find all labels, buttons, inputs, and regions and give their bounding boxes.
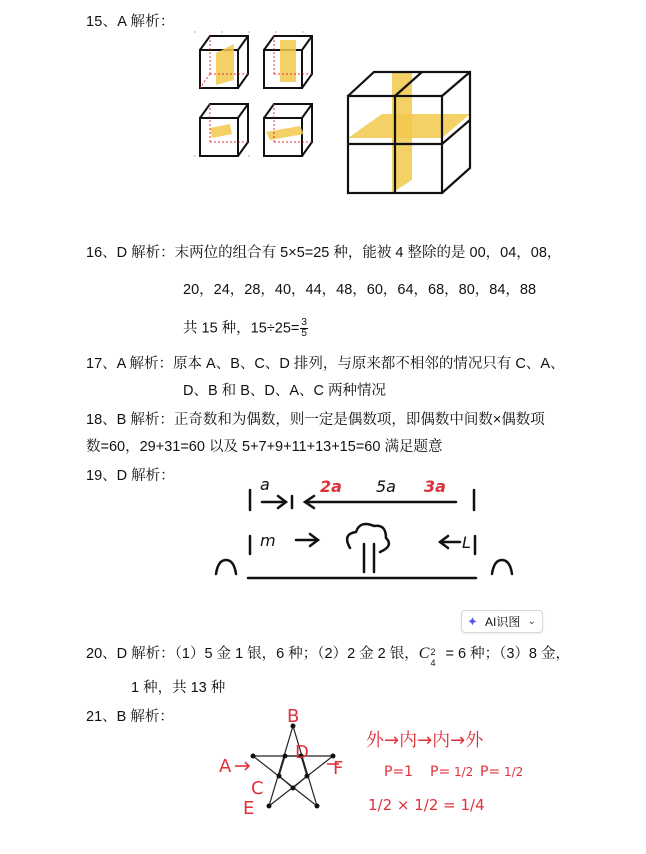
q20-line1-a: 20、D 解析：（1）5 金 1 银，6 种；（2）2 金 2 银， — [86, 646, 419, 662]
q21-note-p3: P= — [480, 764, 501, 780]
q15-small-cubes-figure — [190, 30, 330, 160]
q19-label-m: m — [260, 531, 276, 550]
q21-label-a: A — [219, 756, 232, 777]
q20-combination-indices — [429, 645, 441, 669]
q21-note-calc: 1/2 × 1/2 = 1/4 — [368, 796, 485, 814]
q20-c-sup: 2 — [430, 647, 436, 658]
q16-line2: 20，24，28，40，44，48，60，64，68，80，84，88 — [183, 282, 537, 298]
q19-label-a: a — [260, 475, 270, 494]
q20-c-sub: 4 — [430, 658, 436, 669]
q19-label-3a: 3a — [424, 477, 446, 496]
q17-line2: D、B 和 B、D、A、C 两种情况 — [183, 383, 387, 399]
q21-note-p2: P= — [430, 764, 451, 780]
q21-heading: 21、B 解析： — [86, 709, 174, 725]
q17-line1: 17、A 解析：原本 A、B、C、D 排列，与原来都不相邻的情况只有 C、A、 — [86, 356, 565, 372]
q21-star-diagram — [215, 706, 355, 820]
q19-heading: 19、D 解析： — [86, 468, 175, 484]
q21-note-p3-frac: 1/2 — [504, 765, 524, 779]
q21-label-b: B — [287, 706, 300, 727]
q19-label-5a: 5a — [376, 477, 396, 496]
q20-line1 — [86, 645, 570, 669]
q21-handwritten-notes — [362, 718, 542, 828]
q21-note-p2-frac: 1/2 — [454, 765, 474, 779]
q16-frac-den: 5 — [301, 328, 307, 339]
q21-note-p1: P=1 — [384, 764, 414, 780]
q19-label-2a: 2a — [320, 477, 342, 496]
q21-label-e: E — [243, 798, 255, 819]
q21-label-c: C — [251, 778, 264, 799]
q20-line1-b: = 6 种；（3）8 金， — [441, 646, 570, 662]
chevron-down-icon: ⌄ — [527, 616, 536, 627]
q15-big-cube-figure — [342, 68, 482, 203]
q18-line1: 18、B 解析：正奇数和为偶数，则一定是偶数项，即偶数中间数×偶数项 — [86, 412, 545, 428]
q19-label-l: L — [462, 533, 471, 552]
q15-heading: 15、A 解析： — [86, 14, 175, 30]
q20-combination-symbol: C — [418, 645, 430, 662]
q16-line1: 16、D 解析：末两位的组合有 5×5=25 种，能被 4 整除的是 00，04，08， — [86, 245, 562, 261]
q21-note-path: 外→内→内→外 — [366, 730, 484, 751]
q16-fraction — [300, 318, 308, 339]
ai-recognize-button[interactable] — [461, 610, 543, 633]
ai-sparkle-icon: ✦ — [467, 613, 478, 629]
q20-line2: 1 种，共 13 种 — [131, 680, 226, 696]
q19-handwritten-diagram — [210, 474, 540, 586]
ai-button-label: AI识图 — [485, 615, 521, 629]
q18-line2: 数=60，29+31=60 以及 5+7+9+11+13+15=60 满足题意 — [86, 439, 443, 455]
q16-line3 — [183, 318, 308, 339]
q16-line3-prefix: 共 15 种，15÷25= — [183, 320, 300, 337]
q21-label-d: D — [295, 742, 309, 763]
q21-label-f: F — [333, 758, 344, 779]
q16-frac-num: 3 — [301, 317, 307, 328]
